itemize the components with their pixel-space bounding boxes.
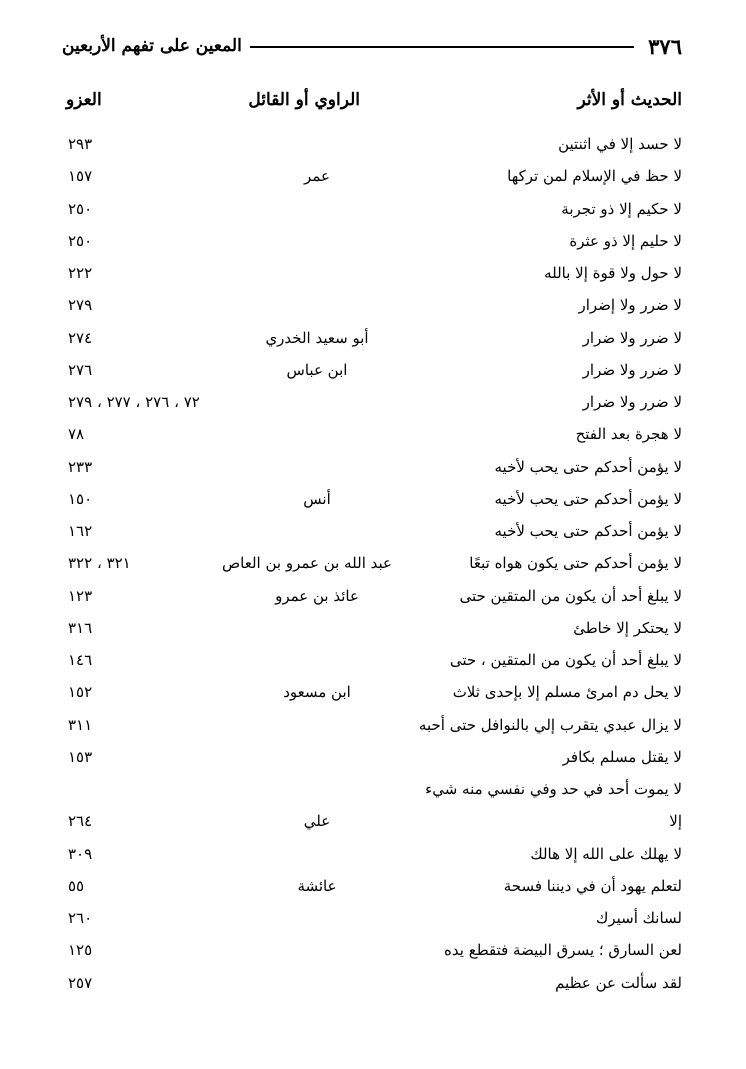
index-row [62,838,682,870]
page-reference: ٣٢١ ، ٣٢٢ [68,554,131,573]
hadith-text: لا يؤمن أحدكم حتى يحب لأخيه [494,489,682,508]
page-reference: ٢٦٤ [68,812,93,831]
page-reference: ٢٣٣ [68,457,93,476]
index-row [62,483,682,515]
page-reference: ١٦٢ [68,522,93,540]
page-reference: ٢٥٠ [68,231,93,250]
column-header-reference: العزو [66,90,102,110]
index-row [62,644,682,676]
hadith-text: لسانك أسيرك [595,909,682,927]
narrator-name: أنس [303,489,331,508]
page-reference: ١٥٧ [68,167,93,186]
index-row [62,354,682,386]
hadith-text: لعن السارق ؛ يسرق البيضة فتقطع يده [444,941,682,960]
page-reference: ٢٢٢ [68,264,93,282]
narrator-name: عبد الله بن عمرو بن العاص [222,554,392,573]
index-row [62,805,682,837]
index-row [62,418,682,450]
page-reference: ١٢٣ [68,586,93,605]
hadith-text: لا يزال عبدي يتقرب إلي بالنوافل حتى أحبه [418,715,682,734]
hadith-text: لا حليم إلا ذو عثرة [569,231,682,250]
index-row [62,451,682,483]
narrator-name: علي [303,812,331,831]
page-reference: ٣٠٩ [68,844,93,863]
column-headers [62,84,682,118]
hadith-text: لا حظ في الإسلام لمن تركها [507,167,682,186]
index-row [62,386,682,418]
narrator-name: أبو سعيد الخدري [265,328,369,347]
page-reference: ٧٢ ، ٢٧٦ ، ٢٧٧ ، ٢٧٩ [68,393,200,411]
page-reference: ٢٩٣ [68,135,93,153]
page-reference: ١٥٠ [68,489,93,508]
index-row [62,870,682,902]
index-row [62,741,682,773]
hadith-text: لا يؤمن أحدكم حتى يحب لأخيه [494,522,682,540]
page-reference: ٢٧٤ [68,328,93,347]
index-row [62,225,682,257]
page-reference: ٣١٦ [68,618,93,637]
page-reference: ١٤٦ [68,651,93,669]
narrator-name: عائذ بن عمرو [275,586,359,605]
hadith-text: لا حسد إلا في اثنتين [558,135,682,153]
page-reference: ٢٥٧ [68,973,93,992]
narrator-name: عائشة [297,876,337,895]
hadith-text: لا يبلغ أحد أن يكون من المتقين ، حتى [449,651,682,669]
page-reference: ٣١١ [68,715,93,734]
index-row [62,676,682,708]
column-header-hadith: الحديث أو الأثر [577,90,682,110]
narrator-name: عمر [304,167,330,186]
page-reference: ٥٥ [68,876,85,895]
index-row [62,934,682,966]
hadith-text: لا حول ولا قوة إلا بالله [544,264,682,282]
hadith-text: لتعلم يهود أن في ديننا فسحة [503,876,682,895]
index-row [62,289,682,321]
index-row [62,257,682,289]
hadith-text: لا يبلغ أحد أن يكون من المتقين حتى [459,586,682,605]
index-row [62,580,682,612]
narrator-name: ابن عباس [286,360,348,379]
index-row [62,709,682,741]
index-row [62,515,682,547]
hadith-text: لا يهلك على الله إلا هالك [530,844,682,863]
header-rule [250,46,634,48]
hadith-text: لا هجرة بعد الفتح [575,425,682,444]
column-header-narrator: الراوي أو القائل [248,90,360,110]
index-row [62,128,682,160]
hadith-text: لا يقتل مسلم بكافر [562,747,682,766]
hadith-text: لا يحتكر إلا خاطئ [573,618,682,637]
hadith-text: لا ضرر ولا ضرار [582,360,682,379]
hadith-text: لا ضرر ولا ضرار [582,328,682,347]
hadith-text: لقد سألت عن عظيم [555,973,682,992]
page-header [62,28,682,64]
hadith-text: إلا [669,812,682,831]
index-row [62,160,682,192]
page-reference: ٢٧٦ [68,360,93,379]
page-reference: ١٢٥ [68,941,93,960]
index-row [62,902,682,934]
hadith-text: لا يؤمن أحدكم حتى يحب لأخيه [494,457,682,476]
page-reference: ٢٦٠ [68,909,93,927]
index-row [62,193,682,225]
page-reference: ١٥٢ [68,683,93,702]
page-reference: ٧٨ [68,425,85,444]
hadith-index-table [62,128,682,999]
hadith-text: لا يؤمن أحدكم حتى يكون هواه تبعًا [469,554,682,573]
page-number: ٣٧٦ [648,33,682,59]
hadith-text: لا يموت أحد في حد وفي نفسي منه شيء [425,780,682,798]
hadith-text: لا حكيم إلا ذو تجربة [561,199,682,218]
index-row [62,773,682,805]
hadith-text: لا ضرر ولا إضرار [578,296,682,315]
index-row [62,322,682,354]
page-reference: ١٥٣ [68,747,93,766]
hadith-text: لا ضرر ولا ضرار [582,393,682,411]
page-reference: ٢٥٠ [68,199,93,218]
index-row [62,612,682,644]
narrator-name: ابن مسعود [283,683,351,702]
hadith-text: لا يحل دم امرئ مسلم إلا بإحدى ثلاث [452,683,682,702]
index-row [62,967,682,999]
page-reference: ٢٧٩ [68,296,93,315]
index-row [62,547,682,579]
running-title: المعين على تفهم الأربعين [62,36,242,56]
